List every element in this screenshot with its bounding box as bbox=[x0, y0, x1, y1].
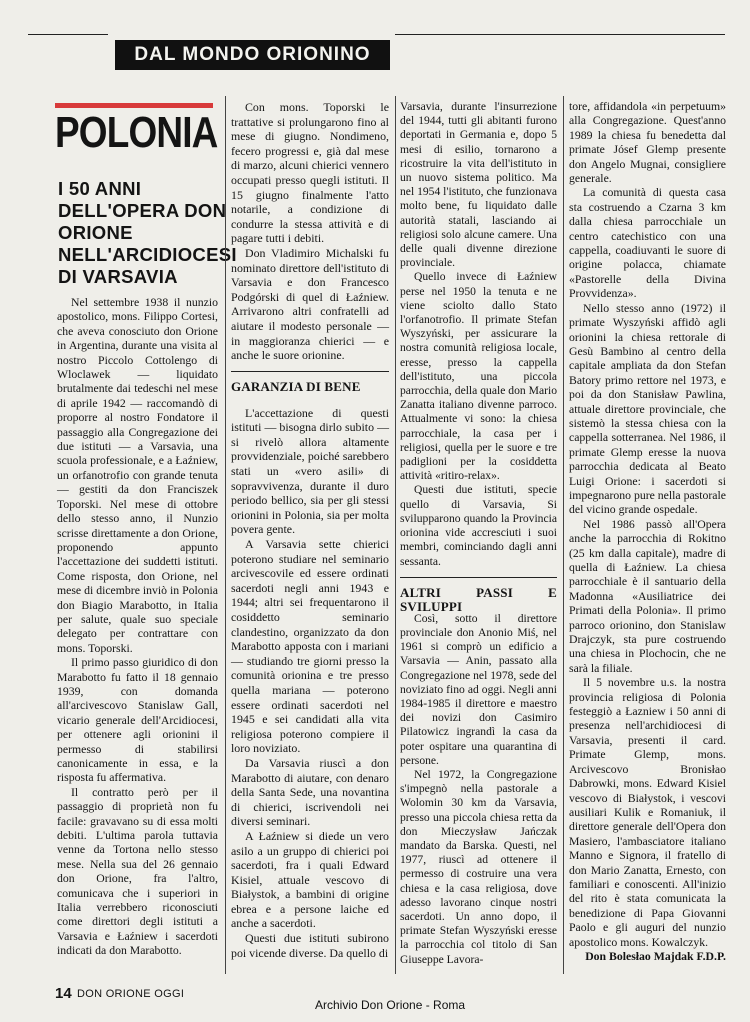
paragraph: Questi due istituti, specie quello di Varsavia, Si svilupparono quando la Provincia orionina vide accresciuti i suoi membri, cominciando dagli anni sessanta. bbox=[400, 483, 557, 568]
author-signature: Don Bolesłao Majdak F.D.P. bbox=[585, 949, 726, 963]
article-subtitle: I 50 ANNI DELL'OPERA DON ORIONE NELL'ARCIDIOCESI DI VARSAVIA bbox=[58, 178, 237, 287]
text-column-4 bbox=[569, 100, 726, 964]
paragraph: Nel 1986 passò all'Opera anche la parrocchia di Rokitno (25 km dalla capitale), madre di quella di Łaźniew. La chiesa parrocchiale è il santuario della Madonna «Ausiliatrice dei Primati della Polonia». Il primo parroco orionino, don Stanislaw Drajczyk, sta pure costruendo una chiesa in Plochocin, che ne sarà la filiale. bbox=[569, 517, 726, 675]
page-number: 14 bbox=[55, 985, 72, 1002]
paragraph: A Varsavia sette chierici poterono studiare nel seminario arcivescovile ed essere ordinati sacerdoti negli anni 1943 e 1944; altri sei frequentarono il cosiddetto seminario clandestino, organizzato da don Marabotto apposta con i mariani — studiando tre giorni presso la comunità orionina e tre presso quella mariana — poterono essere ordinati sacerdoti nel 1945 e sei candidati alla vita religiosa poterono compiere il loro noviziato. bbox=[231, 537, 389, 756]
paragraph: Nello stesso anno (1972) il primate Wyszyński affidò agli orionini la chiesa rettorale di Gesù Bambino al centro della capitale ampliata da don Stefan Batory primo rettore nel 1973, e poi da don Stanisław Pawlina, attuale direttore provinciale, che sistemò la stessa chiesa con la cappella sotterranea. Nel 1986, il primate Glemp eresse la nuova parrocchia dedicata al Beato Luigi Orione: i sacerdoti si impegnarono pure nella pastorale del vicino grande ospedale. bbox=[569, 301, 726, 517]
paragraph: L'accettazione di questi istituti — bisogna dirlo subito — si rivelò allora altamente provvidenziale, poiché sarebbero stati un «vero asili» di sopravvivenza, durante il duro periodo bellico, sia per gli stessi orionini in Polonia, sia per molta povera gente. bbox=[231, 405, 389, 537]
section-heading: GARANZIA DI BENE bbox=[231, 371, 389, 400]
paragraph: A Łaźniew si diede un vero asilo a un gruppo di chierici poi sacerdoti, fra i quali Edward Kisiel, attuale vescovo di Białystok, a bambini di origine ebrea e a persone laiche ed anche a sacerdoti. bbox=[231, 828, 389, 931]
paragraph: tore, affidandola «in perpetuum» alla Congregazione. Quest'anno 1989 la chiesa fu benedetta dal primate Jósef Glemp presente don Angelo Mugnai, consigliere generale. bbox=[569, 100, 726, 186]
section-label: DAL MONDO ORIONINO bbox=[115, 40, 390, 70]
text-column-2 bbox=[231, 100, 389, 960]
section-heading: ALTRI PASSI E SVILUPPI bbox=[400, 577, 557, 606]
column-divider-2 bbox=[395, 96, 396, 974]
archive-caption: Archivio Don Orione - Roma bbox=[315, 998, 466, 1012]
article-title: POLONIA bbox=[55, 108, 218, 157]
magazine-name: DON ORIONE OGGI bbox=[77, 988, 185, 1000]
header-rule-right bbox=[395, 34, 725, 35]
paragraph: Quello invece di Łaźniew perse nel 1950 la tenuta e ne viene sciolto dallo Stato l'orfanotrofio. Il primate Stefan Wyszyński, per assicurare la nostra comunità religiosa locale, eresse, presso la cappella dell'istituto, una piccola parrocchia, della quale don Mario Zanatta italiano divenne parroco. Attualmente vi sono: la chiesa parrocchiale, la casa per i religiosi, quella per le suore e tre padiglioni per la cosiddetta attività «ritiro-relax». bbox=[400, 270, 557, 483]
header-rule-left bbox=[28, 34, 108, 35]
paragraph: Il contratto però per il passaggio di proprietà non fu facile: gravavano su di essa molti debiti. L'ultima parola tuttavia venne da Tortona nello stesso mese. Nella sua del 26 gennaio don Orione, fra l'altro, comunicava che i superiori in Italia verrebbero riconosciuti come direttori degli istituti a Varsavia e Łaźniew i sacerdoti indicati da don Marabotto. bbox=[57, 785, 218, 958]
paragraph: Il primo passo giuridico di don Marabotto fu fatto il 18 gennaio 1939, con domanda all'arcivescovo Stanislaw Gall, vicario generale dell'Arcidiocesi, per ottenere agli orionini il permesso di stabilirsi canonicamente in essa, e la risposta fu affermativa. bbox=[57, 656, 218, 785]
column-divider-1 bbox=[225, 96, 226, 974]
paragraph: La comunità di questa casa sta costruendo a Czarna 3 km dalla chiesa parrocchiale un centro catechistico con una cappella, coadiuvanti le suore di origine polacca, chiamate «Pastorelle della Divina Provvidenza». bbox=[569, 186, 726, 301]
paragraph: Con mons. Toporski le trattative si prolungarono fino al mese di giugno. Nondimeno, fecero progressi e, già dal mese di marzo, alcuni chierici vennero occupati presso quegli istituti. Il 15 giugno finalmente l'atto notarile, a condizione di condurre la stessa attività e di pagare tutti i debiti. bbox=[231, 100, 389, 246]
paragraph: Nel settembre 1938 il nunzio apostolico, mons. Filippo Cortesi, che aveva conosciuto don Orione in Argentina, durante una visita al nostro Piccolo Cottolengo di Wloclawek — liquidato brutalmente dai tedeschi nel mese di aprile 1942 — raccomandò di proporre al nostro Fondatore il passaggio alla Congregazione dei due istituti — a Varsavia, una scuola professionale, e a Łaźniew, un orfanotrofio con grande tenuta — gestiti da don Franciszek Toporski. Nel mese di ottobre dello stesso anno, il Nunzio scrisse direttamente a don Orione, proponendo appunto l'accettazione dei suddetti istituti. Come risposta, don Orione, nel mese di dicembre inviò in Polonia don Biagio Marabotto, in Italia per salute, quale suo speciale delegato per contrattare con mons. Toporski. bbox=[57, 296, 218, 655]
paragraph: Varsavia, durante l'insurrezione del 1944, tutti gli abitanti furono deportati in Germania e, dopo 5 mesi di esilio, tornarono a ricostruire la vita dell'istituto in un nuovo sistema politico. Ma nel 1954 l'istituto, che funzionava molto bene, fu liquidato dalle autorità statali, lasciando ai religiosi solo alcune camere. Una delle quali divenne direzione provinciale. bbox=[400, 100, 557, 270]
text-column-1 bbox=[57, 296, 218, 959]
column-divider-3 bbox=[563, 96, 564, 974]
paragraph: Don Vladimiro Michalski fu nominato direttore dell'istituto di Varsavia e don Francesco Podgórski di quel di Łaźniew. Arrivarono altri confratelli ad aiutare il modesto personale — in maggioranza chierici — e anche le suore orionine. bbox=[231, 245, 389, 363]
paragraph: Il 5 novembre u.s. la nostra provincia religiosa di Polonia festeggiò a Łazniew i 50 anni di presenza nell'archidiocesi di Varsavia, presenti il card. Primate Glemp, mons. Arcivescovo Bronisłao Dabrowki, mons. Edward Kisiel vescovo di Białystok, i vescovi ausiliari Kulik e Romaniuk, il direttore generale dell'Opera don Masiero, l'ambasciatore italiano Manno e Signora, il fratello di don Mario Zanatta, Ernesto, con familiari e conoscenti. All'inizio del rito è stata comunicata la benedizione di Papa Giovanni Paolo e gli auguri del nunzio apostolico mons. Kowalczyk. bbox=[569, 676, 726, 949]
paragraph: Questi due istituti subirono poi vicende diverse. Da quello di bbox=[231, 931, 389, 960]
text-column-3 bbox=[400, 100, 557, 967]
paragraph: Nel 1972, la Congregazione s'impegnò nella pastorale a Wolomin 30 km da Varsavia, presso una piccola chiesa retta da don Mieczysław Jańczak mandato da Barska. Questi, nel 1977, riuscì ad ottenere il permesso di costruire una vera chiesa e la casa religiosa, dove adesso lavorano cinque nostri sacerdoti. Un anno dopo, il primate Stefan Wyszyński eresse la parrocchia col titolo di San Giuseppe Lavora- bbox=[400, 767, 557, 966]
paragraph: Da Varsavia riuscì a don Marabotto di aiutare, con denaro della Santa Sede, una novantina di chierici, iscrivendoli nei diversi seminari. bbox=[231, 755, 389, 829]
paragraph: Così, sotto il direttore provinciale don Anonio Miś, nel 1961 si comprò un edificio a Varsavia — Anin, passato alla Congregazione nel 1978, sede del noviziato fino ad oggi. Negli anni 1984-1985 il direttore e maestro dei novizi don Casimiro Pilatowicz ingrandì la casa da poter ospitare una quarantina di persone. bbox=[400, 611, 557, 767]
